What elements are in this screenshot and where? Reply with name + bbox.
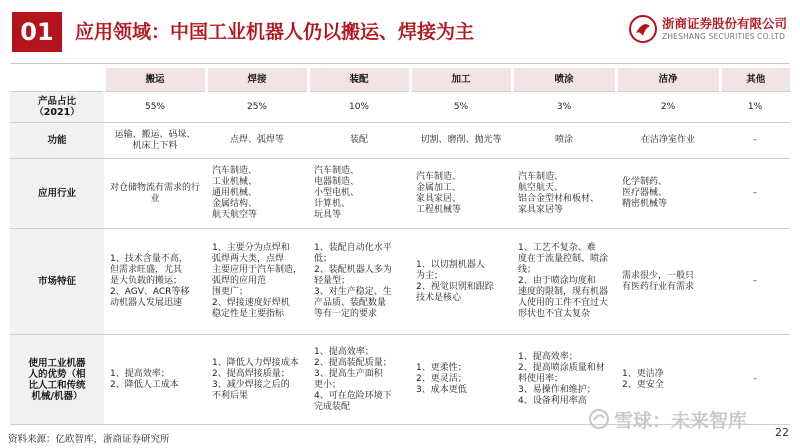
column-header: 喷涂: [512, 68, 616, 92]
column-header: 搬运: [104, 68, 206, 92]
table-cell: 1%: [720, 92, 790, 123]
column-header: 洁净: [616, 68, 720, 92]
table-cell: 汽车制造、 金属加工、 家具家居、 工程机械等: [410, 159, 512, 229]
table-cell: 1、以切割机器人 为主； 2、视觉识别和跟踪 技术是核心: [410, 229, 512, 335]
table-header-row: [10, 68, 790, 92]
table-cell: 1、工艺不复杂、难 度在于流量控制、喷涂 线； 2、由于喷涂均度和 速度的限制，现有机器 人使用的工件不宜过大 形状也不宜太复杂: [512, 229, 616, 335]
table-cell: 装配: [308, 123, 410, 159]
table-cell: 10%: [308, 92, 410, 123]
table-cell: 1、更洁净 2、更安全: [616, 335, 720, 425]
application-table: [10, 68, 790, 425]
table-cell: 1、更柔性； 2、更灵活； 3、成本更低: [410, 335, 512, 425]
column-header: 焊接: [206, 68, 308, 92]
watermark-text: 雪球：未来智库: [614, 409, 748, 432]
table-cell: 2%: [616, 92, 720, 123]
table-cell: 需求很少，一般只 有医药行业有需求: [616, 229, 720, 335]
table-cell: -: [720, 159, 790, 229]
brand-name-cn: 浙商证券股份有限公司: [662, 16, 788, 31]
slide-header: [0, 0, 800, 64]
watermark: [588, 404, 774, 434]
table-row: [10, 123, 790, 159]
slide-title: 应用领域：中国工业机器人仍以搬运、焊接为主: [75, 21, 475, 43]
column-header: 其他: [720, 68, 790, 92]
table-cell: 1、装配自动化水平低； 2、装配机器人多为 轻量型； 3、对生产稳定、生 产品质、装配数量 等有一定的要求: [308, 229, 410, 335]
section-number: 01: [12, 12, 62, 52]
table-row: [10, 229, 790, 335]
table-cell: -: [720, 123, 790, 159]
column-header: 装配: [308, 68, 410, 92]
row-header: 应用行业: [10, 159, 104, 229]
table-corner: [10, 68, 104, 92]
table-cell: 汽车制造、 工业机械、 通用机械、 金属结构、 航天航空等: [206, 159, 308, 229]
table-cell: -: [720, 335, 790, 425]
table-cell: 喷涂: [512, 123, 616, 159]
row-header: 市场特征: [10, 229, 104, 335]
table-cell: 1、提高效率； 2、提高装配质量； 3、提高生产面积 更小； 4、可在危险环境下 完成装配: [308, 335, 410, 425]
page-number: 22: [775, 426, 789, 439]
brand-logo: [628, 12, 790, 52]
table-cell: 1、主要分为点焊和 弧焊两大类，点焊 主要应用于汽车制造， 弧焊的应用范 围更广； 2、焊接速度好焊机 稳定性是主要指标: [206, 229, 308, 335]
table-cell: 1、技术含量不高， 但需求旺盛，尤其 是大负载的搬运； 2、AGV、ACR等移 动机器人发展迅速: [104, 229, 206, 335]
row-header: 使用工业机器 人的优势（相 比人工和传统 机械/机器）: [10, 335, 104, 425]
snowball-icon: [588, 408, 610, 430]
source-note: 资料来源：亿欧智库，浙商证券研究所: [8, 434, 170, 445]
table-cell: 5%: [410, 92, 512, 123]
table-cell: 切割、磨削、抛光等: [410, 123, 512, 159]
row-header: 功能: [10, 123, 104, 159]
header-divider: [10, 63, 790, 64]
table-cell: 3%: [512, 92, 616, 123]
table-cell: 点焊、弧焊等: [206, 123, 308, 159]
table-cell: 1、提高效率； 2、提高喷涂质量和材 料使用率； 3、易操作和维护； 4、设备利用率高: [512, 335, 616, 425]
table-cell: 55%: [104, 92, 206, 123]
table-cell: 对仓储物流有需求的行 业: [104, 159, 206, 229]
column-header: 加工: [410, 68, 512, 92]
table-cell: 汽车制造、 电器制造、 小型电机、 计算机、 玩具等: [308, 159, 410, 229]
table-cell: 化学制药、 医疗器械、 精密机械等: [616, 159, 720, 229]
table-cell: -: [720, 229, 790, 335]
table-cell: 在洁净室作业: [616, 123, 720, 159]
row-header: 产品占比 （2021）: [10, 92, 104, 123]
table-cell: 25%: [206, 92, 308, 123]
table-cell: 1、降低人力焊接成本 2、提高焊接质量； 3、减少焊接之后的 不利后果: [206, 335, 308, 425]
table-row: [10, 159, 790, 229]
table-cell: 1、提高效率； 2、降低人工成本: [104, 335, 206, 425]
table-row: [10, 92, 790, 123]
table-cell: 运输、搬运、码垛、 机床上下料: [104, 123, 206, 159]
table-cell: 汽车制造、 航空航天、 铝合金型材和板材、 家具家居等: [512, 159, 616, 229]
brand-mark-icon: [628, 14, 658, 44]
brand-name-en: ZHESHANG SECURITIES CO.LTD: [662, 32, 786, 41]
